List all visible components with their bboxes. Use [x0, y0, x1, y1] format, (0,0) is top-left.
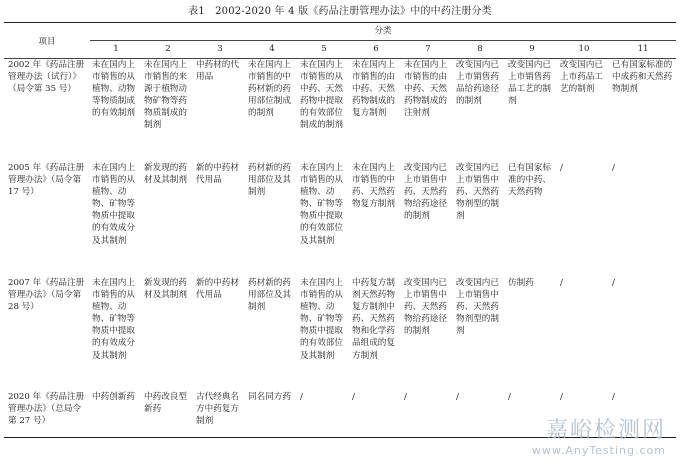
- header-col-5: 5: [298, 41, 350, 59]
- table-cell: 未在国内上市销售的由中药、天然药物制成的复方制剂: [352, 60, 395, 119]
- table-cell: 新的中药材代用品: [196, 163, 239, 186]
- header-col-4: 4: [246, 41, 298, 59]
- table-cell: /: [402, 391, 454, 438]
- table-cell: 未在国内上市销售的从植物、动物、矿物等物质中提取的有效成分及其制剂: [92, 163, 135, 246]
- table-cell: 新的中药材代用品: [196, 278, 239, 301]
- header-col-9: 9: [506, 41, 558, 59]
- table-cell: /: [612, 163, 615, 173]
- header-col-11: 11: [610, 41, 676, 59]
- table-cell: /: [612, 278, 615, 288]
- table-row: [4, 162, 676, 277]
- header-col-10: 10: [558, 41, 610, 59]
- table-cell: /: [560, 163, 563, 173]
- table-cell: 未在国内上市销售的从中药、天然药物中提取的有效部位制成的制剂: [300, 60, 343, 131]
- table-cell: /: [506, 391, 558, 438]
- table-row: [4, 277, 676, 391]
- header-item: 项目: [4, 23, 90, 59]
- row-label: 2020 年《药品注册管理办法》（总局令第 27 号）: [4, 391, 90, 438]
- table-cell: 改变国内已上市销售药品工艺的制剂: [508, 60, 551, 107]
- table-cell: 改变国内已上市销售中药、天然药物给药途径的制剂: [404, 163, 447, 222]
- row-label: 2002 年《药品注册管理办法（试行）》（局令第 35 号）: [8, 60, 85, 95]
- table-cell: 未在国内上市销售的从植物、动物、矿物等物质中提取的有效部位及其制剂: [300, 278, 343, 361]
- table-cell: 改变国内已上市药品工艺的制剂: [560, 60, 603, 95]
- table-cell: /: [454, 391, 506, 438]
- table-cell: 新发现的药材及其制剂: [144, 278, 187, 301]
- watermark: [532, 413, 666, 457]
- table-cell: 药材新的药用部位及其制剂: [248, 278, 291, 313]
- table-cell: 改变国内已上市销售中药、天然药物给药途径的制剂: [404, 278, 447, 337]
- table-cell: 未在国内上市销售的从植物、动物等物质制成的有效制剂: [92, 60, 135, 119]
- table-cell: 古代经典名方中药复方制剂: [194, 391, 246, 438]
- header-group: 分类: [90, 23, 676, 41]
- table-cell: 同名同方药: [246, 391, 298, 438]
- header-col-7: 7: [402, 41, 454, 59]
- table-cell: 仿制药: [508, 278, 534, 288]
- table-row: [4, 59, 676, 163]
- table-cell: 改变国内已上市销售中药、天然药物剂型的制剂: [456, 163, 499, 222]
- table-cell: 未在国内上市销售的中药、天然药物复方制剂: [352, 163, 395, 210]
- table-cell: 改变国内已上市销售药品给药途径的制剂: [456, 60, 499, 107]
- header-col-8: 8: [454, 41, 506, 59]
- header-col-3: 3: [194, 41, 246, 59]
- watermark-en: www.AnyTesting.com: [531, 444, 666, 457]
- header-col-2: 2: [142, 41, 194, 59]
- row-label: 2005 年《药品注册管理办法》（局令第 17 号）: [8, 163, 85, 198]
- table-cell: 未在国内上市销售的由中药、天然药物制成的注射剂: [404, 60, 447, 119]
- table-cell: 改变国内已上市销售中药、天然药物剂型的制剂: [456, 278, 499, 337]
- table-caption: 表1 2002-2020 年 4 版《药品注册管理办法》中的中药注册分类: [188, 6, 492, 17]
- table-cell: 已有国家标准的中成药和天然药物制剂: [612, 60, 673, 95]
- table-cell: /: [558, 391, 610, 438]
- table-cell: 新发现的药材及其制剂: [144, 163, 187, 186]
- table-cell: /: [560, 278, 563, 288]
- header-col-6: 6: [350, 41, 402, 59]
- table-cell: 已有国家标准的中药、天然药物: [508, 163, 551, 198]
- watermark-cn: 嘉峪检测网: [545, 418, 666, 443]
- table-cell: /: [610, 391, 676, 438]
- header-col-1: 1: [90, 41, 142, 59]
- table-cell: /: [298, 391, 350, 438]
- table-cell: 未在国内上市销售的从植物、动物、矿物等物质中提取的有效部位及其制剂: [300, 163, 343, 246]
- table-cell: 中药材的代用品: [196, 60, 239, 83]
- table-cell: 未在国内上市销售的从植物、动物、矿物等物质中提取的有效成分及其制剂: [92, 278, 135, 361]
- table-cell: 药材新的药用部位及其制剂: [248, 163, 291, 198]
- table-cell: 未在国内上市销售的来源于植物动物矿物等药物质制成的制剂: [144, 60, 187, 131]
- table-cell: 中药创新药: [90, 391, 142, 438]
- registration-classification-table: [4, 22, 676, 438]
- row-label: 2007 年《药品注册管理办法》（局令第 28 号）: [8, 278, 85, 313]
- table-cell: 中药改良型新药: [142, 391, 194, 438]
- table-cell: /: [350, 391, 402, 438]
- table-cell: 未在国内上市销售的中药材新的药用部位制成的制剂: [248, 60, 291, 119]
- table-cell: 中药复方制剂天然药物复方制剂中药、天然药物和化学药品组成的复方制剂: [352, 278, 395, 361]
